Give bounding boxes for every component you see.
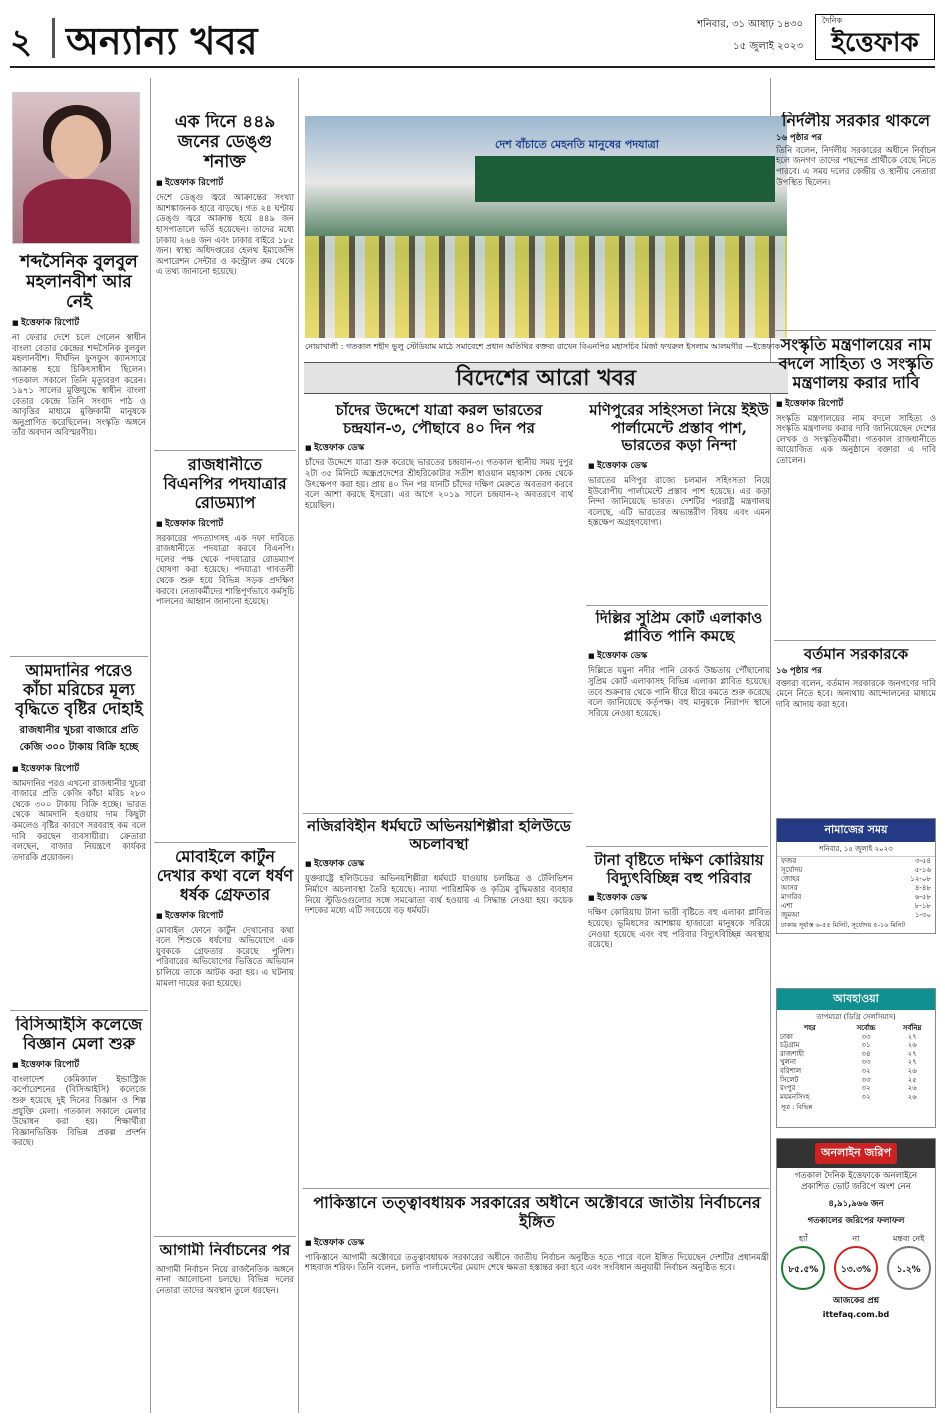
film-byline: ■ ইত্তেফাক ডেস্ক (305, 856, 573, 871)
table-row (777, 857, 935, 866)
election-article (156, 1242, 294, 1412)
section-rule (303, 813, 573, 814)
current-gov-article (776, 646, 936, 811)
poll-yes-label: হ্যাঁ (798, 1234, 808, 1243)
weather-subtitle: তাপমাত্রা (ডিগ্রি সেলসিয়াস) (816, 1013, 896, 1021)
chili-subhead: রাজধানীর খুচরা বাজারে প্রতি কেজি ৩০০ টাকায় বিক্রি হচ্ছে (19, 724, 139, 753)
section-rule (586, 605, 768, 606)
chandrayaan-headline: চাঁদের উদ্দেশে যাত্রা করল ভারতের চন্দ্রযান-৩, পৌছাবে ৪০ দিন পর (335, 402, 543, 437)
dengue-headline: এক দিনে ৪৪৯ জনের ডেঙ্গু শনাক্ত (174, 112, 276, 173)
current-gov-headline: বর্তমান সরকারকে (803, 646, 909, 663)
obituary-article (12, 252, 146, 652)
city: চট্টগ্রাম (780, 1041, 800, 1050)
science-fair-article (12, 1016, 146, 1411)
column-header: সর্বনিম্ন (902, 1024, 922, 1032)
chili-byline: ■ ইত্তেফাক রিপোর্ট (12, 761, 146, 776)
logo-name: ইত্তেফাক (831, 28, 919, 58)
chili-body: আমদানির পরও এখনো রাজধানীর খুচরা বাজারে প্রতি কেজি কাঁচা মরিচ ২৮০ থেকে ৩০০ টাকায় বিক্রি হচ্ছে। ভারত থেকে আমদানি হওয়ায় দাম কিছুটা কমলেও বৃষ্টির কারণে সরবরাহ কম বলে দাবি করছেন ব্যবসায়ীরা। ক্রেতারা বলছেন, বাজার নিয়ন্ত্রণে কার্যকর তদারকি প্রয়োজন। (12, 777, 146, 862)
column-header: সর্বোচ্চ (856, 1024, 876, 1032)
column-rule (150, 78, 151, 1413)
prayer-times-table (777, 857, 935, 920)
korea-body: দক্ষিণ কোরিয়ায় টানা ভারী বৃষ্টিতে বহু এলাকা প্লাবিত হয়েছে। ভূমিধসের আশঙ্কায় হাজারো মানুষকে সরিয়ে নেওয়া হয়েছে এবং বহু পরিবার বিদ্যুৎবিচ্ছিন্ন অবস্থায় রয়েছে। (588, 907, 770, 950)
film-article (305, 818, 573, 1183)
prayer-times-footnote: ঢাকায় সূর্যাস্ত ৬-৫৫ মিনিট, সূর্যোদয় ৫-১৬ মিনিট (781, 921, 906, 929)
bnp-march-body: সরকারের পদত্যাগসহ এক দফা দাবিতে রাজধানীতে পদযাত্রা করবে বিএনপি। দলের পক্ষ থেকে পদযাত্রার রোডম্যাপ ঘোষণা করা হয়েছে। পদযাত্রা গাবতলী থেকে শুরু হয়ে বিভিন্ন সড়ক প্রদক্ষিণ করবে। নেতাকর্মীদের শান্তিপূর্ণভাবে কর্মসূচি পালনের আহ্বান জানানো হয়েছে। (156, 532, 294, 607)
election-body: আগামী নির্বাচন নিয়ে রাজনৈতিক অঙ্গনে নানা আলোচনা চলছে। বিভিন্ন দলের নেতারা তাদের অবস্থান তুলে ধরছেন। (156, 1263, 294, 1295)
ittefaq-logo (815, 14, 935, 60)
poll-none-percent: ১.২% (887, 1246, 931, 1290)
table-row (777, 1084, 935, 1093)
portrait-sari (23, 179, 131, 244)
culture-byline: ■ ইত্তেফাক রিপোর্ট (776, 396, 936, 411)
pakistan-article (305, 1194, 769, 1414)
rally-photo (305, 116, 787, 338)
section-rule (154, 450, 296, 451)
foreign-news-band: বিদেশের আরো খবর (304, 362, 788, 394)
max-temp: ৩৩ (861, 1058, 871, 1067)
ruthless-headline: নির্দলীয় সরকার থাকলে (781, 112, 931, 130)
table-row (777, 1076, 935, 1085)
max-temp: ৩২ (861, 1084, 871, 1093)
online-poll-box (776, 1138, 936, 1408)
poll-none-label: মন্তব্য নেই (892, 1234, 925, 1243)
prayer-time: ১-৩০ (914, 911, 931, 919)
pakistan-body: পাকিস্তানে আগামী অক্টোবরে তত্ত্বাবধায়ক সরকারের অধীনে জাতীয় নির্বাচন অনুষ্ঠিত হতে পারে বলে ইঙ্গিত দিয়েছেন দেশটির প্রধানমন্ত্রী শাহবাজ শরিফ। তিনি বলেন, চলতি পার্লামেন্টের মেয়াদ শেষে ক্ষমতা হস্তান্তর করা হবে এবং সংবিধান অনুযায়ী নির্বাচন অনুষ্ঠিত হবে। (305, 1251, 769, 1273)
column-header: শহর (804, 1024, 816, 1032)
section-rule (586, 846, 768, 847)
max-temp: ৩২ (861, 1092, 871, 1101)
delhi-body: দিল্লিতে যমুনা নদীর পানি রেকর্ড উচ্চতায় পৌঁছানোয় সুপ্রিম কোর্ট এলাকাসহ বিভিন্ন এলাকা প্লাবিত হয়েছে। তবে শুক্রবার থেকে পানি ধীরে ধীরে কমতে শুরু করেছে বলে জানিয়েছে কর্তৃপক্ষ। বহু মানুষকে নিরাপদ স্থানে সরিয়ে নেওয়া হয়েছে। (588, 665, 770, 718)
poll-no-percent: ১৩.৩% (834, 1246, 878, 1290)
korea-headline: টানা বৃষ্টিতে দক্ষিণ কোরিয়ায় বিদ্যুৎবিচ্ছিন্ন বহু পরিবার (594, 852, 764, 887)
poll-yes-percent: ৮৫.৫% (781, 1246, 825, 1290)
table-row (777, 1058, 935, 1067)
culture-headline: সংস্কৃতি মন্ত্রণালয়ের নাম বদলে সাহিত্য ও সংস্কৃতি মন্ত্রণালয় করার দাবি (778, 336, 934, 392)
city: সিলেট (780, 1075, 799, 1084)
arrest-article (156, 848, 294, 1228)
poll-no (834, 1233, 878, 1290)
science-fair-body: বাংলাদেশ কেমিক্যাল ইন্ডাস্ট্রিজ কর্পোরেশনের (বিসিআইসি) কলেজে শুরু হয়েছে দুই দিনের বিজ্ঞান ও শিল্প প্রযুক্তি মেলা। গতকাল সকালে মেলার উদ্বোধন করা হয়। শিক্ষার্থীরা বিজ্ঞানভিত্তিক বিভিন্ন প্রকল্প প্রদর্শন করছে। (12, 1073, 146, 1148)
max-temp: ৩২ (861, 1066, 871, 1075)
rally-banner-text: দেশ বাঁচাতে মেহনতি মানুষের পদযাত্রা (495, 138, 659, 151)
dengue-article (156, 112, 294, 442)
poll-count: ৪,৯১,৯৬৬ জন (828, 1199, 884, 1209)
weather-title: আবহাওয়া (777, 989, 935, 1010)
rally-crowd (305, 236, 787, 338)
logo-daily: দৈনিক (822, 16, 843, 25)
city: রাজশাহী (780, 1049, 804, 1058)
chandrayaan-body: চাঁদের উদ্দেশে যাত্রা শুরু করেছে ভারতের চন্দ্রযান-৩। গতকাল স্থানীয় সময় দুপুর ২টা ৩৫ মিনিটে অন্ধ্রপ্রদেশের শ্রীহরিকোটার সতীশ ধাওয়ান মহাকাশ কেন্দ্র থেকে উৎক্ষেপণ করা হয়। প্রায় ৪০ দিন পর যানটি চাঁদের দক্ষিণ মেরুতে অবতরণ করবে বলে আশা করছে ইসরো। এর আগে ২০১৯ সালে চন্দ্রযান-২ অবতরণে ব্যর্থ হয়েছিল। (305, 457, 573, 510)
max-temp: ৩৩ (861, 1075, 871, 1084)
weather-footnote: সূত্র : বিভিন্ন (781, 1103, 813, 1112)
table-row (777, 866, 935, 875)
table-row (777, 1033, 935, 1042)
poll-result-label: গতকালের জরিপের ফলাফল (807, 1216, 905, 1226)
prayer-time: ১২-০৮ (910, 875, 931, 883)
city: রংপুর (780, 1084, 796, 1093)
table-header-row (777, 1024, 935, 1033)
arrest-headline: মোবাইলে কার্টুন দেখার কথা বলে ধর্ষণ ধর্ষক গ্রেফতার (156, 848, 294, 904)
prayer-time: ৮-১৮ (914, 902, 931, 910)
poll-results (777, 1230, 935, 1293)
bnp-march-headline: রাজধানীতে বিএনপির পদযাত্রার রোডম্যাপ (163, 456, 287, 512)
section-rule (154, 1236, 296, 1237)
table-row (777, 1067, 935, 1076)
poll-question: গতকাল দৈনিক ইত্তেফাকে অনলাইনে প্রকাশিত ভোট জরিপে অংশ নেন (794, 1171, 918, 1192)
poll-today-label: আজকের প্রশ্ন (832, 1296, 880, 1306)
column-rule (298, 78, 299, 1413)
prayer-name: ফজর (781, 857, 797, 865)
min-temp: ২৭ (907, 1049, 917, 1058)
section-rule (154, 842, 296, 843)
section-rule (10, 656, 148, 657)
min-temp: ২৬ (907, 1041, 917, 1050)
min-temp: ২৫ (907, 1075, 917, 1084)
table-row (777, 893, 935, 902)
min-temp: ২৬ (907, 1084, 917, 1093)
section-rule (774, 640, 936, 641)
obituary-byline: ■ ইত্তেফাক রিপোর্ট (12, 315, 146, 330)
max-temp: ৩১ (861, 1041, 871, 1050)
film-headline: নজিরবিহীন ধর্মঘটে অভিনয়শিল্পীরা হলিউডে অচলাবস্থা (307, 818, 571, 853)
manipur-article (588, 402, 770, 602)
delhi-headline: দিল্লির সুপ্রিম কোর্ট এলাকাও প্লাবিত পানি কমছে (595, 610, 763, 645)
date-box (697, 14, 803, 58)
poll-badge: অনলাইন জরিপ (815, 1143, 897, 1164)
prayer-time: ৩-৫৪ (914, 857, 931, 865)
city: বরিশাল (780, 1066, 802, 1075)
masthead-separator (52, 18, 55, 58)
delhi-byline: ■ ইত্তেফাক ডেস্ক (588, 648, 770, 663)
city: খুলনা (780, 1058, 797, 1067)
current-gov-body: বক্তারা বলেন, বর্তমান সরকারকে জনগণের দাবি মেনে নিতে হবে। অন্যথায় আন্দোলনের মাধ্যমে দাবি আদায় করা হবে। (776, 677, 936, 709)
obituary-headline: শব্দসৈনিক বুলবুল মহলানবীশ আর নেই (20, 252, 138, 313)
prayer-times-date: শনিবার, ১৫ জুলাই ২০২৩ (777, 842, 935, 857)
page-number: ২ (10, 22, 33, 62)
poll-header (777, 1139, 935, 1168)
bnp-march-article (156, 456, 294, 836)
culture-body: সংস্কৃতি মন্ত্রণালয়ের নাম বদলে সাহিত্য ও সংস্কৃতি মন্ত্রণালয় করার দাবি জানিয়েছেন দেশের লেখক ও সংস্কৃতিকর্মীরা। গতকাল রাজধানীতে আয়োজিত এক অনুষ্ঠানে বক্তারা এ দাবি তোলেন। (776, 412, 936, 465)
date-bengali: শনিবার, ৩১ আষাঢ় ১৪৩০ (697, 19, 803, 30)
culture-article (776, 336, 936, 636)
prayer-name: এশা (781, 902, 793, 910)
prayer-name: মাগরিব (781, 893, 802, 901)
korea-article (588, 852, 770, 1182)
weather-table (777, 1024, 935, 1101)
current-gov-subhead: ১৬ পৃষ্ঠার পর (776, 665, 822, 676)
prayer-name: জুমআ (781, 911, 800, 919)
manipur-byline: ■ ইত্তেফাক ডেস্ক (588, 458, 770, 473)
manipur-body: ভারতের মণিপুর রাজ্যে চলমান সহিংসতা নিয়ে ইউরোপীয় পার্লামেন্টে প্রস্তাব পাশ হয়েছে। এর কড়া নিন্দা জানিয়েছে ভারত। দেশটির পররাষ্ট্র মন্ত্রণালয় বলেছে, এটি ভারতের অভ্যন্তরীণ বিষয় এবং এমন হস্তক্ষেপ অগ্রহণযোগ্য। (588, 475, 770, 528)
poll-url[interactable]: ittefaq.com.bd (822, 1310, 890, 1319)
manipur-headline: মণিপুরের সহিংসতা নিয়ে ইইউ পার্লামেন্টে প্রস্তাব পাশ, ভারতের কড়া নিন্দা (589, 402, 769, 455)
chili-headline: আমদানির পরেও কাঁচা মরিচের মূল্য বৃদ্ধিতে বৃষ্টির দোহাই (15, 662, 143, 718)
prayer-time: ৪-৪৮ (914, 884, 931, 892)
prayer-times-box (776, 818, 936, 934)
city: ময়মনসিংহ (780, 1092, 810, 1101)
pakistan-headline: পাকিস্তানে তত্ত্বাবধায়ক সরকারের অধীনে অক্টোবরে জাতীয় নির্বাচনের ইঙ্গিত (313, 1194, 761, 1231)
prayer-time: ৬-৫৮ (914, 893, 931, 901)
min-temp: ২৬ (907, 1092, 917, 1101)
delhi-article (588, 610, 770, 840)
section-title: অন্যান্য খবর (66, 18, 258, 63)
table-row (777, 911, 935, 920)
arrest-byline: ■ ইত্তেফাক রিপোর্ট (156, 908, 294, 923)
poll-no-label: না (852, 1234, 860, 1243)
prayer-name: আসর (781, 884, 798, 892)
max-temp: ৩৪ (861, 1049, 871, 1058)
prayer-time: ৫-১৬ (914, 866, 931, 874)
date-english: ১৫ জুলাই ২০২৩ (733, 41, 803, 52)
masthead (10, 8, 935, 68)
korea-byline: ■ ইত্তেফাক ডেস্ক (588, 890, 770, 905)
city: ঢাকা (780, 1032, 793, 1041)
obituary-portrait (12, 92, 140, 244)
prayer-name: সূর্যোদয় (781, 866, 803, 874)
arrest-body: মোবাইল ফোনে কার্টুন দেখানোর কথা বলে শিশুকে ধর্ষণের অভিযোগে এক যুবককে গ্রেফতার করেছে পুলিশ। পরিবারের অভিযোগের ভিত্তিতে অভিযান চালিয়ে তাকে আটক করা হয়। এ ঘটনায় মামলা দায়ের করা হয়েছে। (156, 924, 294, 988)
dengue-body: দেশে ডেঙ্গু জ্বরে আক্রান্তের সংখ্যা আশঙ্কাজনক হারে বাড়ছে। গত ২৪ ঘণ্টায় ডেঙ্গু জ্বরে আক্রান্ত হয়ে ৪৪৯ জন হাসপাতালে ভর্তি হয়েছেন। তাদের মধ্যে ঢাকায় ২৬৪ জন এবং ঢাকার বাইরে ১৮৫ জন। স্বাস্থ্য অধিদপ্তরের হেলথ ইমার্জেন্সি অপারেশন সেন্টার ও কন্ট্রোল রুম থেকে এ তথ্য জানানো হয়েছে। (156, 192, 294, 277)
prayer-name: জোহর (781, 875, 800, 883)
portrait-face (51, 115, 103, 179)
ruthless-body: তিনি বলেন, নির্দলীয় সরকারের অধীনে নির্বাচন হলে জনগণ তাদের পছন্দের প্রার্থীকে বেছে নিতে পারবে। এ সময় দলের কেন্দ্রীয় ও স্থানীয় নেতারা উপস্থিত ছিলেন। (776, 144, 936, 187)
poll-none (887, 1233, 931, 1290)
poll-yes (781, 1233, 825, 1290)
bnp-march-byline: ■ ইত্তেফাক রিপোর্ট (156, 516, 294, 531)
pakistan-byline: ■ ইত্তেফাক ডেস্ক (305, 1235, 769, 1250)
min-temp: ২৭ (907, 1058, 917, 1067)
dengue-byline: ■ ইত্তেফাক রিপোর্ট (156, 175, 294, 190)
ruthless-article (776, 112, 936, 327)
weather-box (776, 988, 936, 1128)
min-temp: ২৬ (907, 1066, 917, 1075)
section-rule (774, 330, 936, 331)
max-temp: ৩৩ (861, 1032, 871, 1041)
science-fair-byline: ■ ইত্তেফাক রিপোর্ট (12, 1057, 146, 1072)
table-row (777, 902, 935, 911)
section-rule (10, 1010, 148, 1011)
table-row (777, 1050, 935, 1059)
table-row (777, 875, 935, 884)
table-row (777, 884, 935, 893)
science-fair-headline: বিসিআইসি কলেজে বিজ্ঞান মেলা শুরু (15, 1016, 143, 1053)
table-row (777, 1041, 935, 1050)
min-temp: ২৭ (907, 1032, 917, 1041)
ruthless-subhead: ১৬ পৃষ্ঠার পর (776, 132, 822, 143)
election-headline: আগামী নির্বাচনের পর (159, 1242, 291, 1259)
chandrayaan-article (305, 402, 573, 807)
chili-article (12, 662, 146, 1002)
table-row (777, 1093, 935, 1102)
rally-banner-backdrop (475, 156, 775, 202)
prayer-times-title: নামাজের সময় (777, 819, 935, 842)
section-rule (303, 1188, 769, 1189)
obituary-body: না ফেরার দেশে চলে গেলেন স্বাধীন বাংলা বেতার কেন্দ্রের শব্দসৈনিক বুলবুল মহলানবীশ। দীর্ঘদিন ফুসফুস ক্যানসারে আক্রান্ত হয়ে চিকিৎসাধীন ছিলেন। গতকাল সকালে তিনি মৃত্যুবরণ করেন। ১৯৭১ সালের মুক্তিযুদ্ধে স্বাধীন বাংলা বেতার কেন্দ্রে তিনি সংবাদ পাঠ ও আবৃত্তির মাধ্যমে মুক্তিকামী মানুষকে অনুপ্রাণিত করেছিলেন। সংস্কৃতি অঙ্গনে তাঁর অবদান অবিস্মরণীয়। (12, 332, 146, 438)
photo-caption: নোয়াখালী : গতকাল শহীদ ভুলু স্টেডিয়াম মাঠে সমাবেশে প্রধান অতিথির বক্তব্য রাখেন বিএনপির মহাসচিব মির্জা ফখরুল ইসলাম আলমগীর —ইত্তেফাক (305, 342, 780, 351)
chandrayaan-byline: ■ ইত্তেফাক ডেস্ক (305, 440, 573, 455)
film-body: যুক্তরাষ্ট্রে হলিউডের অভিনয়শিল্পীরা ধর্মঘটে যাওয়ায় চলচ্চিত্র ও টেলিভিশন নির্মাণে অচলাবস্থা তৈরি হয়েছে। ন্যায্য পারিশ্রমিক ও কৃত্রিম বুদ্ধিমত্তার ব্যবহার নিয়ে স্টুডিওগুলোর সঙ্গে সমঝোতা ব্যর্থ হওয়ায় এ সিদ্ধান্ত নেওয়া হয়। কয়েক দশকের মধ্যে এটি সবচেয়ে বড় ধর্মঘট। (305, 873, 573, 916)
